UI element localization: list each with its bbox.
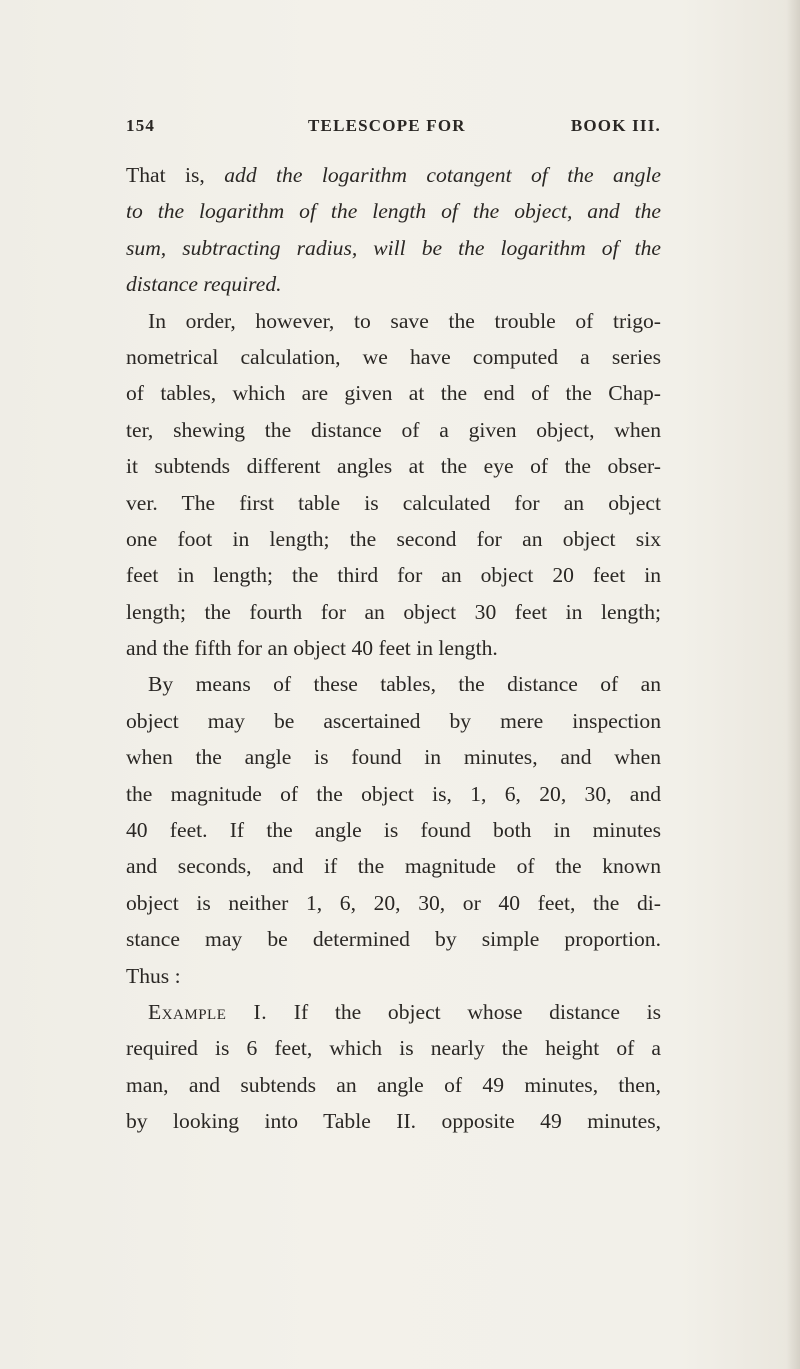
text-line: [126, 1103, 661, 1139]
text-run: and the fifth for an object 40 feet in length.: [126, 636, 498, 661]
text-run: man, and subtends an angle of 49 minutes, then,: [126, 1072, 661, 1097]
text-line: [126, 703, 661, 739]
text-line: [126, 594, 661, 630]
text-run: ter, shewing the distance of a given object, when: [126, 417, 661, 442]
text-run: of tables, which are given at the end of the Chap-: [126, 381, 661, 406]
text-run: nometrical calculation, we have computed a series: [126, 344, 661, 369]
text-line: [126, 1067, 661, 1103]
text-line: [126, 848, 661, 884]
text-line: [126, 521, 661, 557]
page-number: 154: [126, 116, 156, 135]
text-line: [126, 303, 661, 339]
text-run: In order, however, to save the trouble of trigo-: [148, 308, 661, 333]
text-run: Example I.: [148, 999, 268, 1024]
text-run: by looking into Table II. opposite 49 minutes,: [126, 1109, 661, 1134]
text-run: to the logarithm of the length of the object, and the: [126, 199, 661, 224]
text-line: [126, 1030, 661, 1066]
body-text: [126, 157, 661, 1140]
text-line: [126, 266, 661, 302]
text-line: [126, 776, 661, 812]
running-title: TELESCOPE FOR: [308, 116, 466, 135]
text-run: one foot in length; the second for an object six: [126, 526, 661, 551]
text-run: If the object whose distance is: [267, 999, 661, 1024]
text-line: [126, 666, 661, 702]
text-run: That is,: [126, 163, 225, 187]
text-line: [126, 921, 661, 957]
text-run: object is neither 1, 6, 20, 30, or 40 feet, the di-: [126, 890, 661, 915]
book-label: BOOK III.: [570, 116, 661, 135]
text-line: [126, 412, 661, 448]
running-header: [126, 116, 661, 146]
text-run: the magnitude of the object is, 1, 6, 20, 30, and: [126, 781, 661, 806]
text-line: [126, 958, 661, 994]
text-line: [126, 812, 661, 848]
text-line: [126, 230, 661, 266]
text-line: [126, 885, 661, 921]
text-line: [126, 375, 661, 411]
text-run: 40 feet. If the angle is found both in minutes: [126, 818, 661, 843]
text-run: required is 6 feet, which is nearly the height of a: [126, 1036, 661, 1061]
text-run: stance may be determined by simple proportion.: [126, 927, 661, 952]
text-run: it subtends different angles at the eye of the obser-: [126, 454, 661, 479]
text-line: [126, 994, 661, 1030]
page-edge-shadow: [786, 0, 800, 1369]
text-run: add the logarithm cotangent of the angle: [224, 163, 661, 187]
text-run: object may be ascertained by mere inspection: [126, 708, 661, 733]
text-run: By means of these tables, the distance of an: [148, 672, 661, 697]
text-line: [126, 739, 661, 775]
text-run: ver. The first table is calculated for an object: [126, 490, 661, 515]
text-run: when the angle is found in minutes, and when: [126, 745, 661, 770]
text-line: [126, 557, 661, 593]
text-line: [126, 630, 661, 666]
text-run: Thus :: [126, 963, 181, 988]
text-run: distance required.: [126, 272, 282, 297]
text-run: feet in length; the third for an object 20 feet in: [126, 563, 661, 588]
text-line: [126, 339, 661, 375]
text-line: [126, 448, 661, 484]
text-run: length; the fourth for an object 30 feet in length;: [126, 599, 661, 624]
text-run: and seconds, and if the magnitude of the known: [126, 854, 661, 879]
text-line: [126, 157, 661, 193]
text-run: sum, subtracting radius, will be the logarithm of the: [126, 235, 661, 260]
text-line: [126, 485, 661, 521]
text-line: [126, 193, 661, 229]
